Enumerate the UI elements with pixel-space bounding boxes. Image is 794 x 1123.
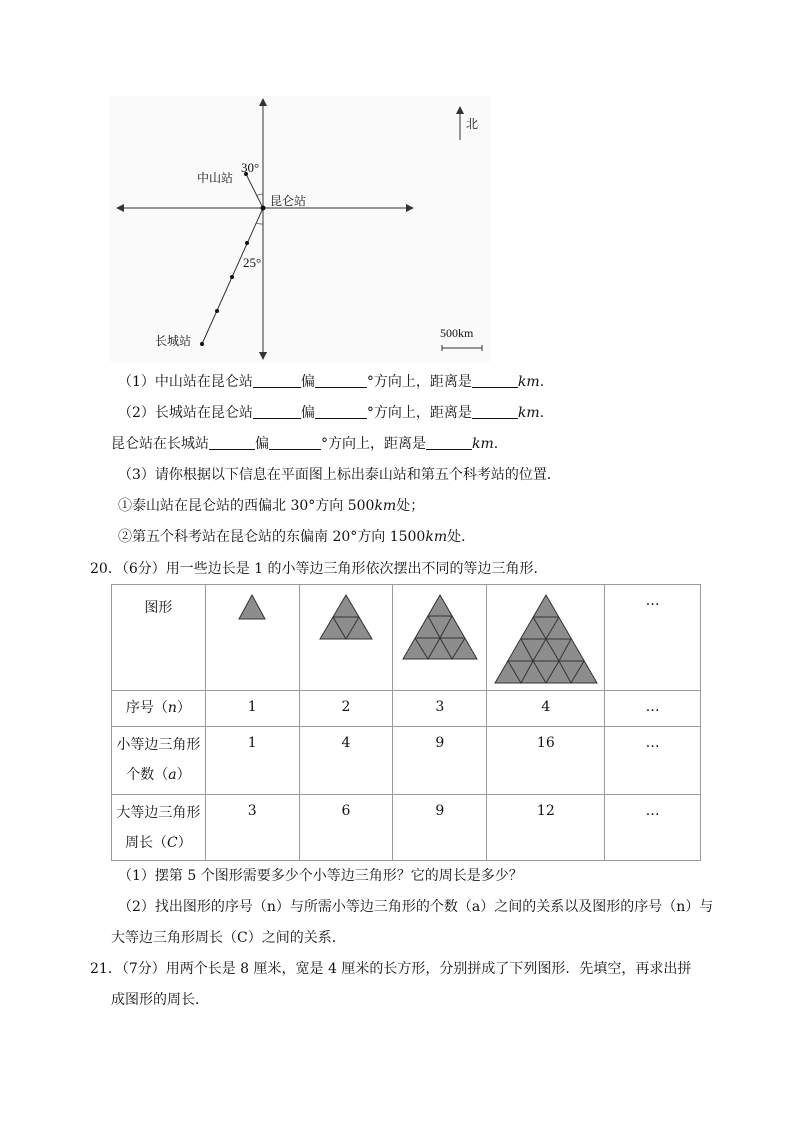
index-value: 1 [205, 691, 299, 727]
q19-line-5: ①泰山站在昆仑站的西偏北 30°方向 500km处； [118, 498, 425, 514]
angle-25-label: 25° [243, 255, 262, 270]
triangle-pattern-table [111, 584, 701, 861]
scale-label: 500km [440, 326, 474, 340]
blank-distance-2[interactable] [472, 404, 518, 419]
index-value: 2 [299, 691, 393, 727]
perimeter-value: 9 [393, 795, 487, 861]
q19-line-1: （1）中山站在昆仑站 偏 °方向上，距离是 km. [118, 374, 545, 390]
q20-title: 20．（6分）用一些边长是 1 的小等边三角形依次摆出不同的等边三角形． [90, 561, 548, 577]
north-label: 北 [466, 117, 479, 131]
perimeter-value: 6 [299, 795, 393, 861]
q19-line-6: ②第五个科考站在昆仑站的东偏南 20°方向 1500km处． [118, 529, 476, 545]
blank-direction-2[interactable] [253, 404, 301, 419]
kunlun-label: 昆仑站 [270, 194, 307, 208]
q20-sub-1: （1）摆第 5 个图形需要多少个小等边三角形？它的周长是多少？ [118, 868, 523, 884]
changcheng-label: 长城站 [155, 334, 192, 348]
count-value: 1 [205, 727, 299, 795]
q21-line-2: 成图形的周长． [111, 992, 209, 1008]
q20-sub-2-line-1: （2）找出图形的序号（n）与所需小等边三角形的个数（a）之间的关系以及图形的序号（n）与 [118, 899, 714, 915]
q21-line-1: 21．（7分）用两个长是 8 厘米，宽是 4 厘米的长方形，分别拼成了下列图形．先填空，再求出拼 [90, 961, 692, 977]
angle-30-label: 30° [241, 160, 260, 175]
row-label-count: 小等边三角形 个数（a） [112, 727, 206, 795]
row-label-perimeter: 大等边三角形 周长（C） [112, 795, 206, 861]
blank-angle-2[interactable] [315, 404, 367, 419]
count-value: 16 [487, 727, 605, 795]
blank-direction-3[interactable] [209, 435, 255, 450]
blank-distance-3[interactable] [426, 435, 472, 450]
blank-distance-1[interactable] [472, 373, 518, 388]
index-value: 3 [393, 691, 487, 727]
row-label-figure: 图形 [112, 585, 206, 691]
perimeter-value: 12 [487, 795, 605, 861]
count-value: 4 [299, 727, 393, 795]
row-label-index: 序号（n） [112, 691, 206, 727]
blank-direction-1[interactable] [253, 373, 301, 388]
q19-line-2: （2）长城站在昆仑站 偏 °方向上，距离是 km. [118, 405, 545, 421]
figure-more: … [605, 585, 701, 691]
zhongshan-label: 中山站 [197, 171, 234, 185]
count-more: … [605, 727, 701, 795]
blank-angle-3[interactable] [269, 435, 321, 450]
figure-2 [299, 585, 393, 691]
index-value: 4 [487, 691, 605, 727]
count-value: 9 [393, 727, 487, 795]
figure-3 [393, 585, 487, 691]
perimeter-value: 3 [205, 795, 299, 861]
blank-angle-1[interactable] [315, 373, 367, 388]
station-map [110, 96, 490, 366]
q19-line-3: 昆仑站在长城站 偏 °方向上，距离是 km. [111, 436, 499, 452]
perimeter-more: … [605, 795, 701, 861]
q19-line-4: （3）请你根据以下信息在平面图上标出泰山站和第五个科考站的位置． [118, 467, 561, 483]
figure-1 [205, 585, 299, 691]
figure-4 [487, 585, 605, 691]
q20-sub-2-line-2: 大等边三角形周长（C）之间的关系． [111, 930, 346, 946]
index-more: … [605, 691, 701, 727]
